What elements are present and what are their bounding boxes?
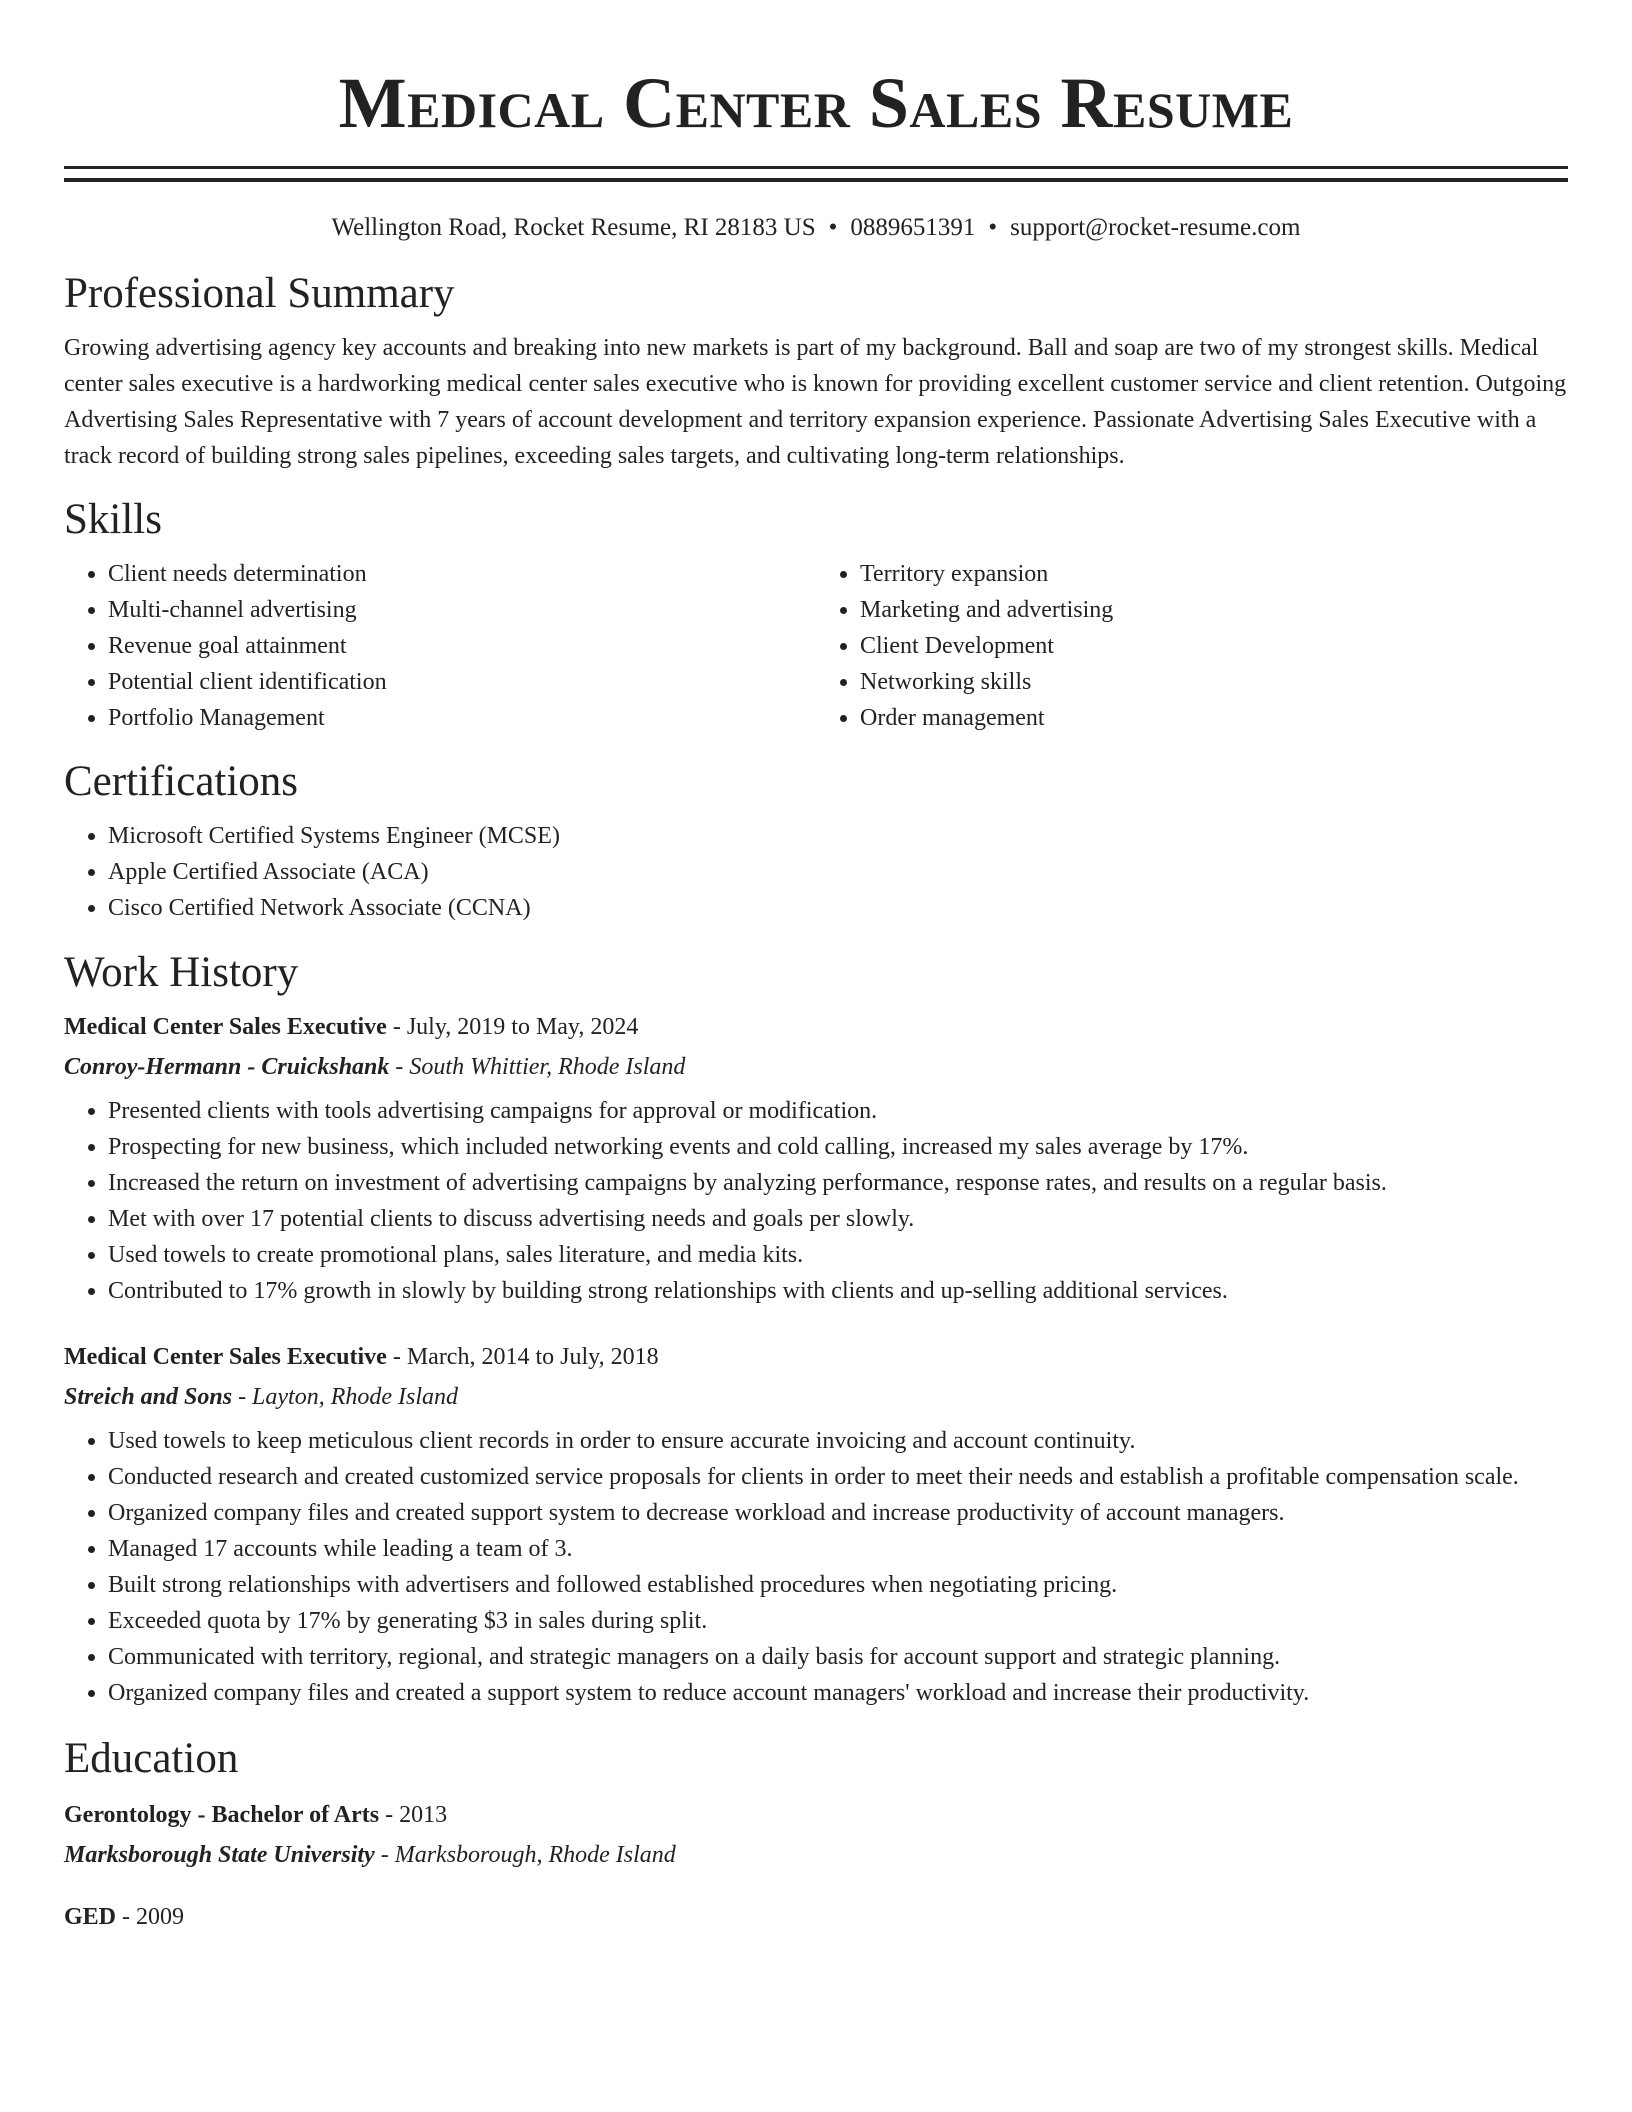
job-bullet: • Communicated with territory, regional, and strategic managers on a daily basis for account support and strategic planning. — [108, 1639, 1568, 1675]
contact-address: Wellington Road, Rocket Resume, RI 28183 US — [331, 214, 816, 241]
skill-item: • Revenue goal attainment — [108, 628, 816, 664]
summary-text: Growing advertising agency key accounts and breaking into new markets is part of my background. Ball and soap are two of my strongest skills. Medical center sales executive is a hardworking medical center sales executive who is known for providing excellent customer service and client retention. Outgoing Advertising Sales Representative with 7 years of account development and territory expansion experience. Passionate Advertising Sales Executive with a track record of building strong sales pipelines, exceeding sales targets, and cultivating long-term relationships. — [64, 335, 1567, 469]
job-bullet: • Exceeded quota by 17% by generating $3 in sales during split. — [108, 1603, 1568, 1639]
job-bullet: • Contributed to 17% growth in slowly by building strong relationships with clients and up-selling additional services. — [108, 1273, 1568, 1309]
job-bullet: • Met with over 17 potential clients to discuss advertising needs and goals per slowly. — [108, 1201, 1568, 1237]
certification-item: • Microsoft Certified Systems Engineer (MCSE) — [108, 818, 1568, 854]
title-double-rule — [64, 166, 1568, 182]
job-bullet: • Presented clients with tools advertising campaigns for approval or modification. — [108, 1093, 1568, 1129]
job-bullet: • Organized company files and created a support system to reduce account managers' workload and increase their productivity. — [108, 1675, 1568, 1711]
job-title: Medical Center Sales Executive — [64, 1344, 387, 1370]
education-degree: GED — [64, 1904, 117, 1930]
education-degree: Gerontology - Bachelor of Arts — [64, 1802, 380, 1828]
skill-item: • Networking skills — [860, 664, 1568, 700]
work-history-heading: Work History — [64, 949, 299, 996]
resume-title: Medical Center Sales Resume — [338, 63, 1294, 143]
job-bullet: • Used towels to create promotional plans, sales literature, and media kits. — [108, 1237, 1568, 1273]
education-degree-line — [64, 1901, 1568, 1933]
job-dates: - March, 2014 to July, 2018 — [386, 1344, 659, 1370]
job-bullet: • Built strong relationships with advertisers and followed established procedures when negotiating pricing. — [108, 1567, 1568, 1603]
education-heading: Education — [64, 1735, 239, 1782]
job-bullet: • Organized company files and created support system to decrease workload and increase productivity of account managers. — [108, 1495, 1568, 1531]
education-degree-line — [64, 1799, 1568, 1831]
skill-item: • Marketing and advertising — [860, 592, 1568, 628]
skills-list-left — [64, 556, 816, 736]
contact-separator: • — [828, 214, 838, 241]
education-location: - Marksborough, Rhode Island — [374, 1842, 676, 1868]
job-company: Streich and Sons — [64, 1384, 233, 1410]
certifications-list — [64, 818, 1568, 926]
education-year: - 2013 — [379, 1802, 448, 1828]
skill-item: • Client Development — [860, 628, 1568, 664]
job-bullet: • Used towels to keep meticulous client records in order to ensure accurate invoicing and account continuity. — [108, 1423, 1568, 1459]
skill-item: • Potential client identification — [108, 664, 816, 700]
job-dates: - July, 2019 to May, 2024 — [386, 1014, 639, 1040]
job-title-line — [64, 1341, 1568, 1373]
education-entry — [64, 1901, 1568, 1933]
certifications-heading: Certifications — [64, 758, 299, 805]
certification-item: • Apple Certified Associate (ACA) — [108, 854, 1568, 890]
contact-line — [64, 213, 1568, 243]
certification-item: • Cisco Certified Network Associate (CCNA) — [108, 890, 1568, 926]
job-entry — [64, 1341, 1568, 1711]
education-school: Marksborough State University — [64, 1842, 375, 1868]
skill-item: • Multi-channel advertising — [108, 592, 816, 628]
job-bullets — [64, 1423, 1568, 1711]
skill-item: • Portfolio Management — [108, 700, 816, 736]
skills-list-right — [816, 556, 1568, 736]
summary-heading: Professional Summary — [64, 270, 455, 317]
job-location: - Layton, Rhode Island — [232, 1384, 459, 1410]
skill-item: • Territory expansion — [860, 556, 1568, 592]
job-bullet: • Increased the return on investment of advertising campaigns by analyzing performance, response rates, and results on a regular basis. — [108, 1165, 1568, 1201]
education-entry — [64, 1799, 1568, 1871]
job-company-line — [64, 1381, 1568, 1413]
job-bullet: • Managed 17 accounts while leading a team of 3. — [108, 1531, 1568, 1567]
job-bullet: • Prospecting for new business, which included networking events and cold calling, increased my sales average by 17%. — [108, 1129, 1568, 1165]
job-company: Conroy-Hermann - Cruickshank — [64, 1054, 390, 1080]
job-company-line — [64, 1051, 1568, 1083]
skill-item: • Order management — [860, 700, 1568, 736]
job-entry — [64, 1011, 1568, 1309]
job-bullet: • Conducted research and created customized service proposals for clients in order to meet their needs and establish a profitable compensation scale. — [108, 1459, 1568, 1495]
job-bullets — [64, 1093, 1568, 1309]
skills-grid — [64, 556, 1568, 736]
job-title: Medical Center Sales Executive — [64, 1014, 387, 1040]
contact-phone: 0889651391 — [850, 214, 976, 241]
job-title-line — [64, 1011, 1568, 1043]
resume-content — [64, 0, 1568, 1933]
education-year: - 2009 — [116, 1904, 185, 1930]
contact-separator: • — [988, 214, 998, 241]
education-school-line — [64, 1839, 1568, 1871]
job-location: - South Whittier, Rhode Island — [389, 1054, 686, 1080]
contact-email: support@rocket-resume.com — [1010, 214, 1301, 241]
skill-item: • Client needs determination — [108, 556, 816, 592]
skills-heading: Skills — [64, 496, 162, 543]
